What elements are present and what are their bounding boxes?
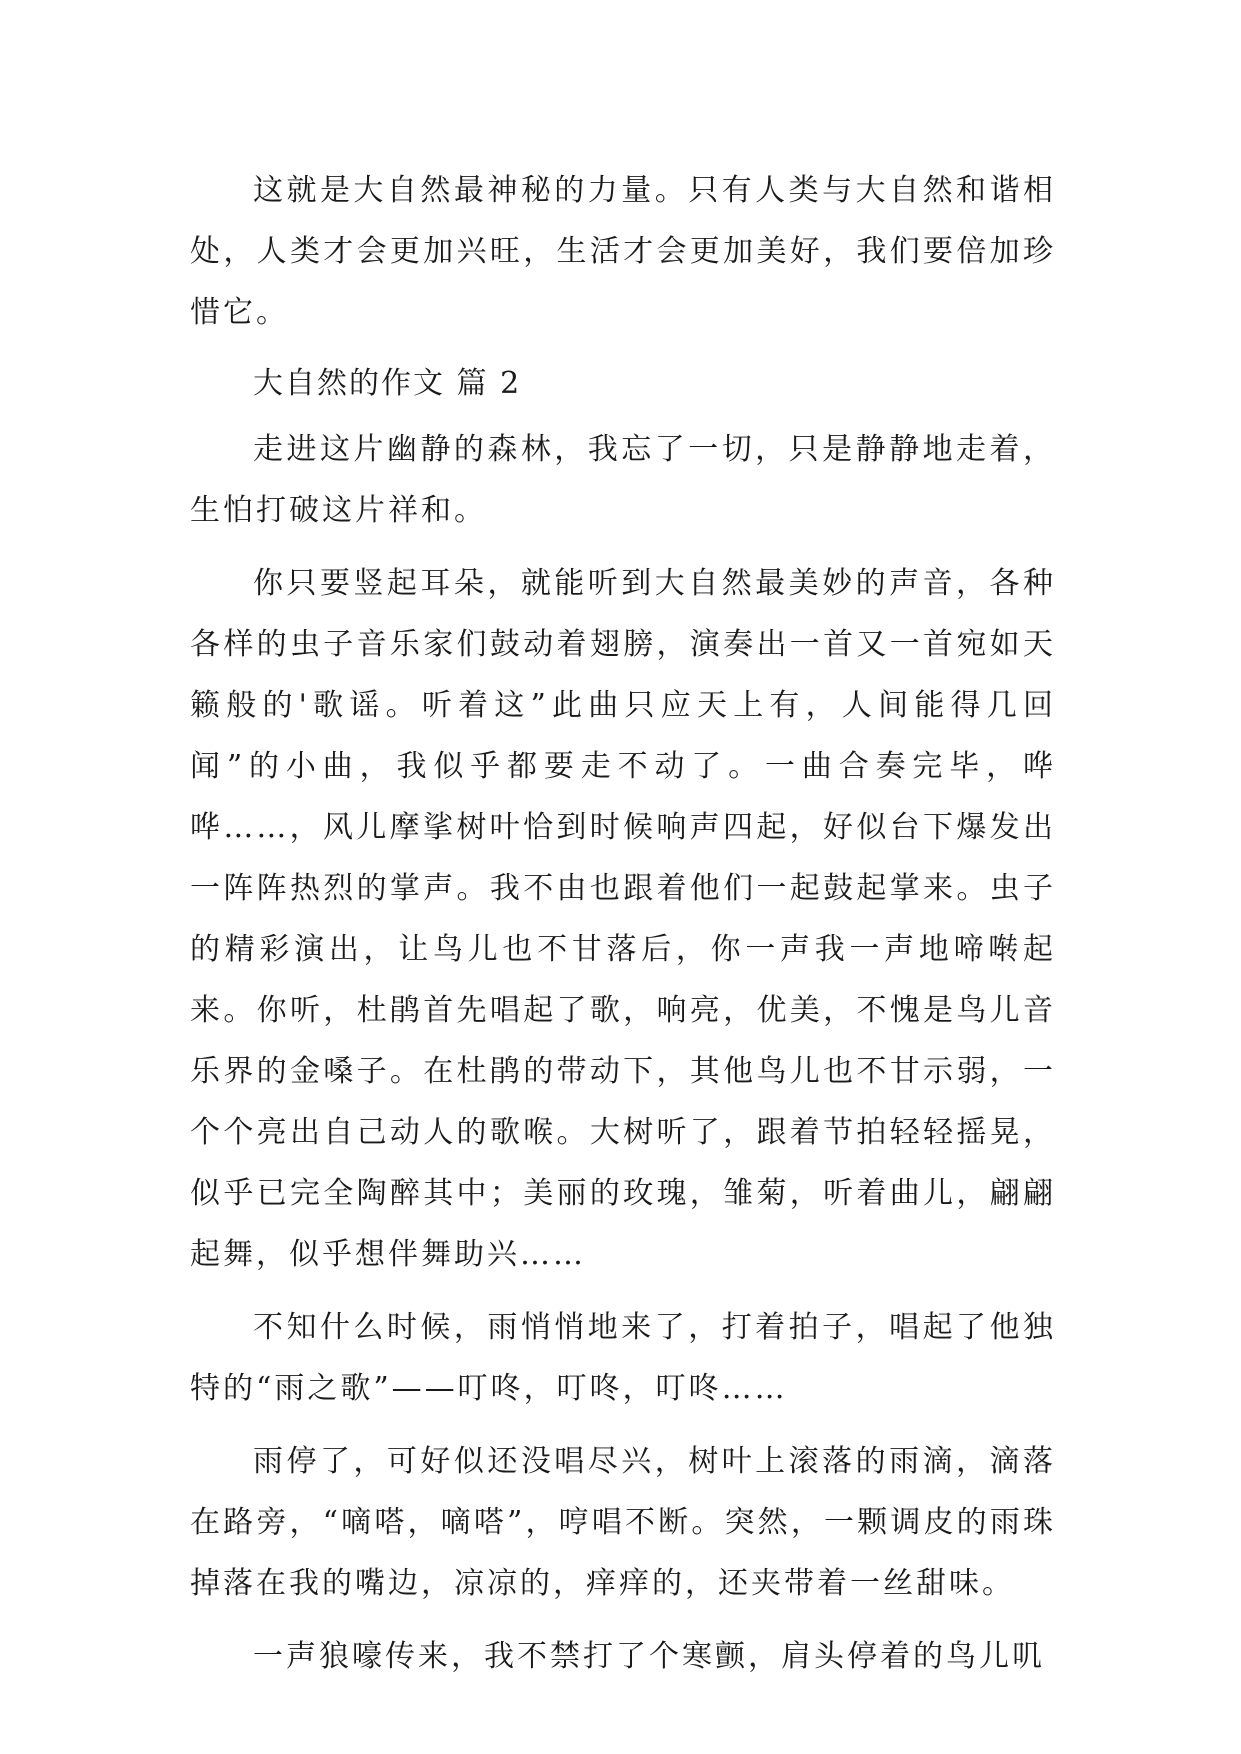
paragraph-rain-song: 不知什么时候，雨悄悄地来了，打着拍子，唱起了他独特的“雨之歌”——叮咚，叮咚，叮咚…… [190,1310,1056,1406]
paragraph-forest-intro: 走进这片幽静的森林，我忘了一切，只是静静地走着，生怕打破这片祥和。 [190,432,1056,528]
paragraph-closing: 这就是大自然最神秘的力量。只有人类与大自然和谐相处，人类才会更加兴旺，生活才会更加美好，我们要倍加珍惜它。 [190,173,1056,330]
paragraph-insect-concert: 你只要竖起耳朵，就能听到大自然最美妙的声音，各种各样的虫子音乐家们鼓动着翅膀，演奏出一首又一首宛如天籁般的'歌谣。听着这”此曲只应天上有，人间能得几回闻”的小曲，我似乎都要走不动了。一曲合奏完毕，哗哗……，风儿摩挲树叶恰到时候响声四起，好似台下爆发出一阵阵热烈的掌声。我不由也跟着他们一起鼓起掌来。虫子的精彩演出，让鸟儿也不甘落后，你一声我一声地啼啭起来。你听，杜鹃首先唱起了歌，响亮，优美，不愧是鸟儿音乐界的金嗓子。在杜鹃的带动下，其他鸟儿也不甘示弱，一个个亮出自己动人的歌喉。大树听了，跟着节拍轻轻摇晃，似乎已完全陶醉其中；美丽的玫瑰，雏菊，听着曲儿，翩翩起舞，似乎想伴舞助兴…… [190,566,1056,1272]
document-body [190,160,1056,1699]
paragraph-wolf-howl: 一声狼嚎传来，我不禁打了个寒颤，肩头停着的鸟儿叽 [253,1639,1045,1674]
paragraph-rain-stops: 雨停了，可好似还没唱尽兴，树叶上滚落的雨滴，滴落在路旁，“嘀嗒，嘀嗒”，哼唱不断。突然，一颗调皮的雨珠掉落在我的嘴边，凉凉的，痒痒的，还夹带着一丝甜味。 [190,1444,1056,1601]
section-heading: 大自然的作文 篇 2 [253,366,522,401]
